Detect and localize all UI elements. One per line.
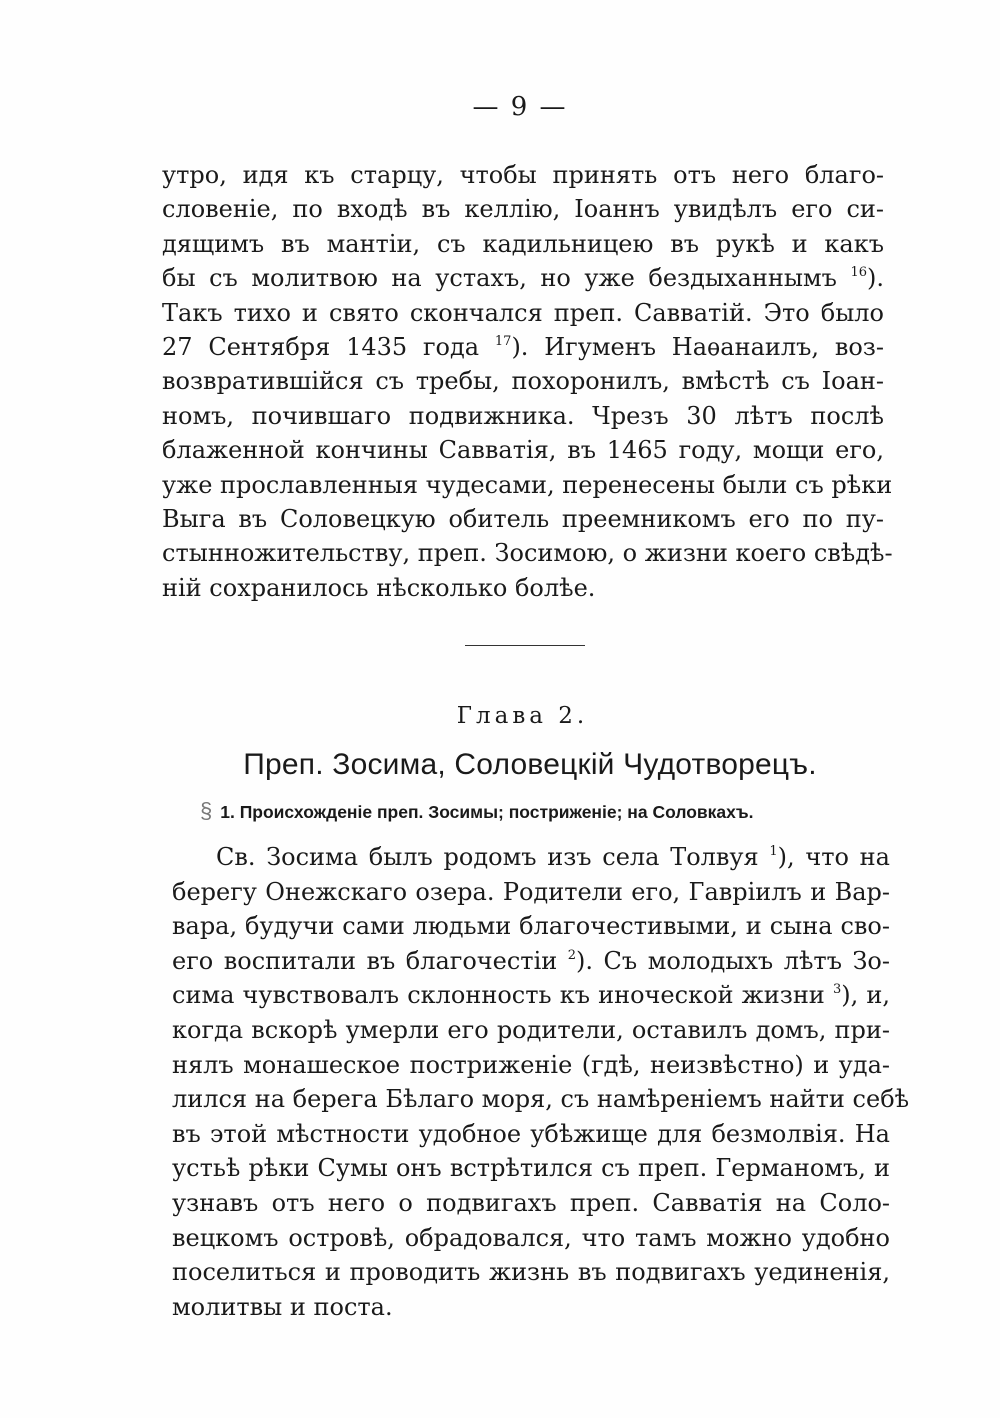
footnote-ref: 17 <box>494 334 512 350</box>
text-line: вецкомъ островѣ, обрадовался, что тамъ можно удобно <box>172 1223 890 1252</box>
text-line: словеніе, по входѣ въ келлію, Іоаннъ увидѣлъ его си- <box>162 195 884 224</box>
text-line: его воспитали въ благочестіи $^2$). Съ молодыхъ лѣтъ Зо- <box>172 946 890 975</box>
text-line: 27 Сентября 1435 года $^{17}$). Игуменъ Наѳанаилъ, воз- <box>162 333 885 362</box>
paragraph-savvatiy-death <box>162 158 893 605</box>
text-line: стынножительству, преп. Зосимою, о жизни коего свѣдѣ- <box>162 539 893 568</box>
text-line: вара, будучи сами людьми благочестивыми, и сына сво- <box>172 912 890 941</box>
footnote-ref: 16 <box>850 265 867 281</box>
text-line: ній сохранилось нѣсколько болѣе. <box>162 573 596 602</box>
section-sign: § <box>200 798 213 823</box>
section-heading <box>200 798 880 824</box>
text-line: въ этой мѣстности удобное убѣжище для безмолвія. На <box>172 1119 890 1148</box>
footnote-ref: 2 <box>567 947 577 963</box>
text-line: Такъ тихо и свято скончался преп. Савватій. Это было <box>162 298 884 327</box>
paragraph-zosima-origin <box>172 840 910 1324</box>
text-line: сима чувствовалъ склонность къ иноческой жизни $^3$), и, <box>172 981 890 1010</box>
chapter-label: Глава 2. <box>456 703 589 729</box>
page-number: — 9 — <box>472 92 568 122</box>
section-divider <box>465 645 585 646</box>
text-line: номъ, почившаго подвижника. Чрезъ 30 лѣтъ послѣ <box>162 401 884 430</box>
text-line: бы съ молитвою на устахъ, но уже бездыханнымъ $^{16}$). <box>162 264 884 293</box>
chapter-title: Преп. Зосима, Соловецкій Чудотворецъ. <box>243 748 817 781</box>
text-line: Выга въ Соловецкую обитель преемникомъ его по пу- <box>162 505 884 534</box>
text-line: уже прославленныя чудесами, перенесены были съ рѣки <box>162 470 893 499</box>
text-line: узнавъ отъ него о подвигахъ преп. Савватія на Соло- <box>172 1188 890 1217</box>
text-line: дящимъ въ мантіи, съ кадильницею въ рукѣ и какъ <box>162 229 884 258</box>
text-line: блаженной кончины Савватія, въ 1465 году, мощи его, <box>162 436 884 465</box>
text-line: Св. Зосима былъ родомъ изъ села Толвуя $^1$), что на <box>216 843 890 871</box>
text-line: утро, идя къ старцу, чтобы принять отъ него благо- <box>162 161 884 189</box>
section-title-text: 1. Происхожденіе преп. Зосимы; постриженіе; на Соловкахъ. <box>220 802 754 822</box>
footnote-ref: 3 <box>832 982 842 998</box>
text-line: когда вскорѣ умерли его родители, оставилъ домъ, при- <box>172 1015 890 1044</box>
footnote-ref: 1 <box>769 844 778 859</box>
text-line: поселиться и проводить жизнь въ подвигахъ уединенія, <box>172 1258 890 1287</box>
text-line: лился на берега Бѣлаго моря, съ намѣреніемъ найти себѣ <box>172 1085 910 1114</box>
text-line: устьѣ рѣки Сумы онъ встрѣтился съ преп. Германомъ, и <box>172 1154 890 1183</box>
text-line: нялъ монашеское постриженіе (гдѣ, неизвѣстно) и уда- <box>172 1050 890 1079</box>
text-line: молитвы и поста. <box>172 1292 393 1321</box>
text-line: возвратившійся съ требы, похоронилъ, вмѣстѣ съ Іоан- <box>162 367 884 396</box>
text-line: берегу Онежскаго озера. Родители его, Гавріилъ и Вар- <box>172 877 890 906</box>
